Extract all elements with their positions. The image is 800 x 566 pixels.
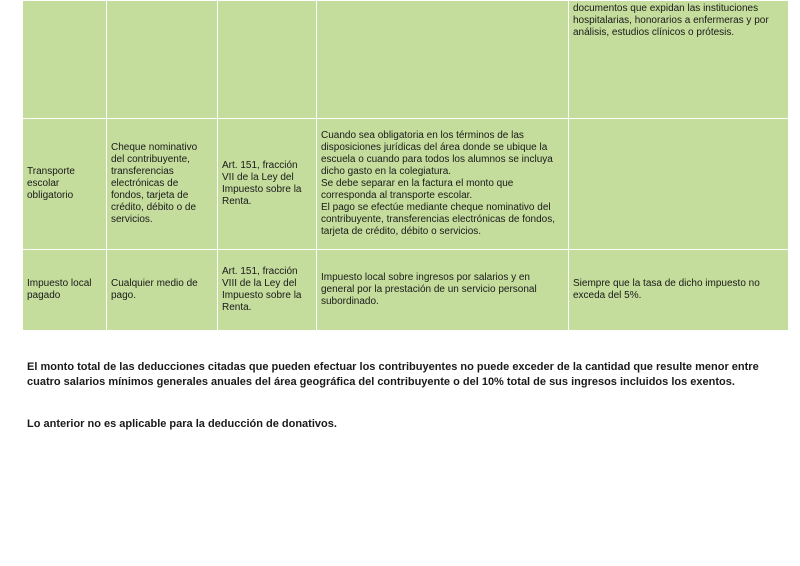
concept-cell: Impuesto local pagado bbox=[23, 250, 107, 331]
donations-exception-paragraph: Lo anterior no es aplicable para la deducción de donativos. bbox=[27, 418, 337, 430]
notes-cell: documentos que expidan las instituciones hospitalarias, honorarios a enfermeras y por análisis, estudios clínicos o prótesis. bbox=[569, 1, 789, 119]
table-row bbox=[23, 250, 789, 331]
deduction-limit-paragraph: El monto total de las deducciones citadas que pueden efectuar los contribuyentes no puede exceder de la cantidad que resulte menor entre cuatro salarios mínimos generales anuales del área geográfica del contribuyente o del 10% total de sus ingresos incluidos los exentos. bbox=[27, 361, 759, 388]
notes-cell: Siempre que la tasa de dicho impuesto no exceda del 5%. bbox=[569, 250, 789, 331]
requirement-text: Impuesto local sobre ingresos por salarios y en general por la prestación de un servicio personal subordinado. bbox=[321, 272, 537, 307]
requirement-text: Cuando sea obligatoria en los términos de las disposiciones jurídicas del área donde se ubique la escuela o cuando para todos los alumnos se incluya dicho gasto en la colegiatura. bbox=[321, 130, 553, 177]
concept-cell: Transporte escolar obligatorio bbox=[23, 119, 107, 250]
payment-method-cell: Cualquier medio de pago. bbox=[107, 250, 218, 331]
requirement-text: Se debe separar en la factura el monto que corresponda al transporte escolar. bbox=[321, 178, 514, 201]
table-row bbox=[23, 1, 789, 119]
requirements-cell bbox=[317, 119, 569, 250]
table-row bbox=[23, 119, 789, 250]
legal-basis-cell: Art. 151, fracción VII de la Ley del Impuesto sobre la Renta. bbox=[218, 119, 317, 250]
legal-basis-cell: Art. 151, fracción VIII de la Ley del Impuesto sobre la Renta. bbox=[218, 250, 317, 331]
legal-basis-cell bbox=[218, 1, 317, 119]
concept-cell bbox=[23, 1, 107, 119]
payment-method-cell bbox=[107, 1, 218, 119]
notes-cell bbox=[569, 119, 789, 250]
requirement-text: El pago se efectúe mediante cheque nominativo del contribuyente, transferencias electrónicas de fondos, tarjeta de crédito, débito o servicios. bbox=[321, 202, 556, 237]
payment-method-cell: Cheque nominativo del contribuyente, transferencias electrónicas de fondos, tarjeta de crédito, débito o de servicios. bbox=[107, 119, 218, 250]
requirements-cell bbox=[317, 1, 569, 119]
deductions-table bbox=[22, 0, 789, 331]
requirements-cell bbox=[317, 250, 569, 331]
